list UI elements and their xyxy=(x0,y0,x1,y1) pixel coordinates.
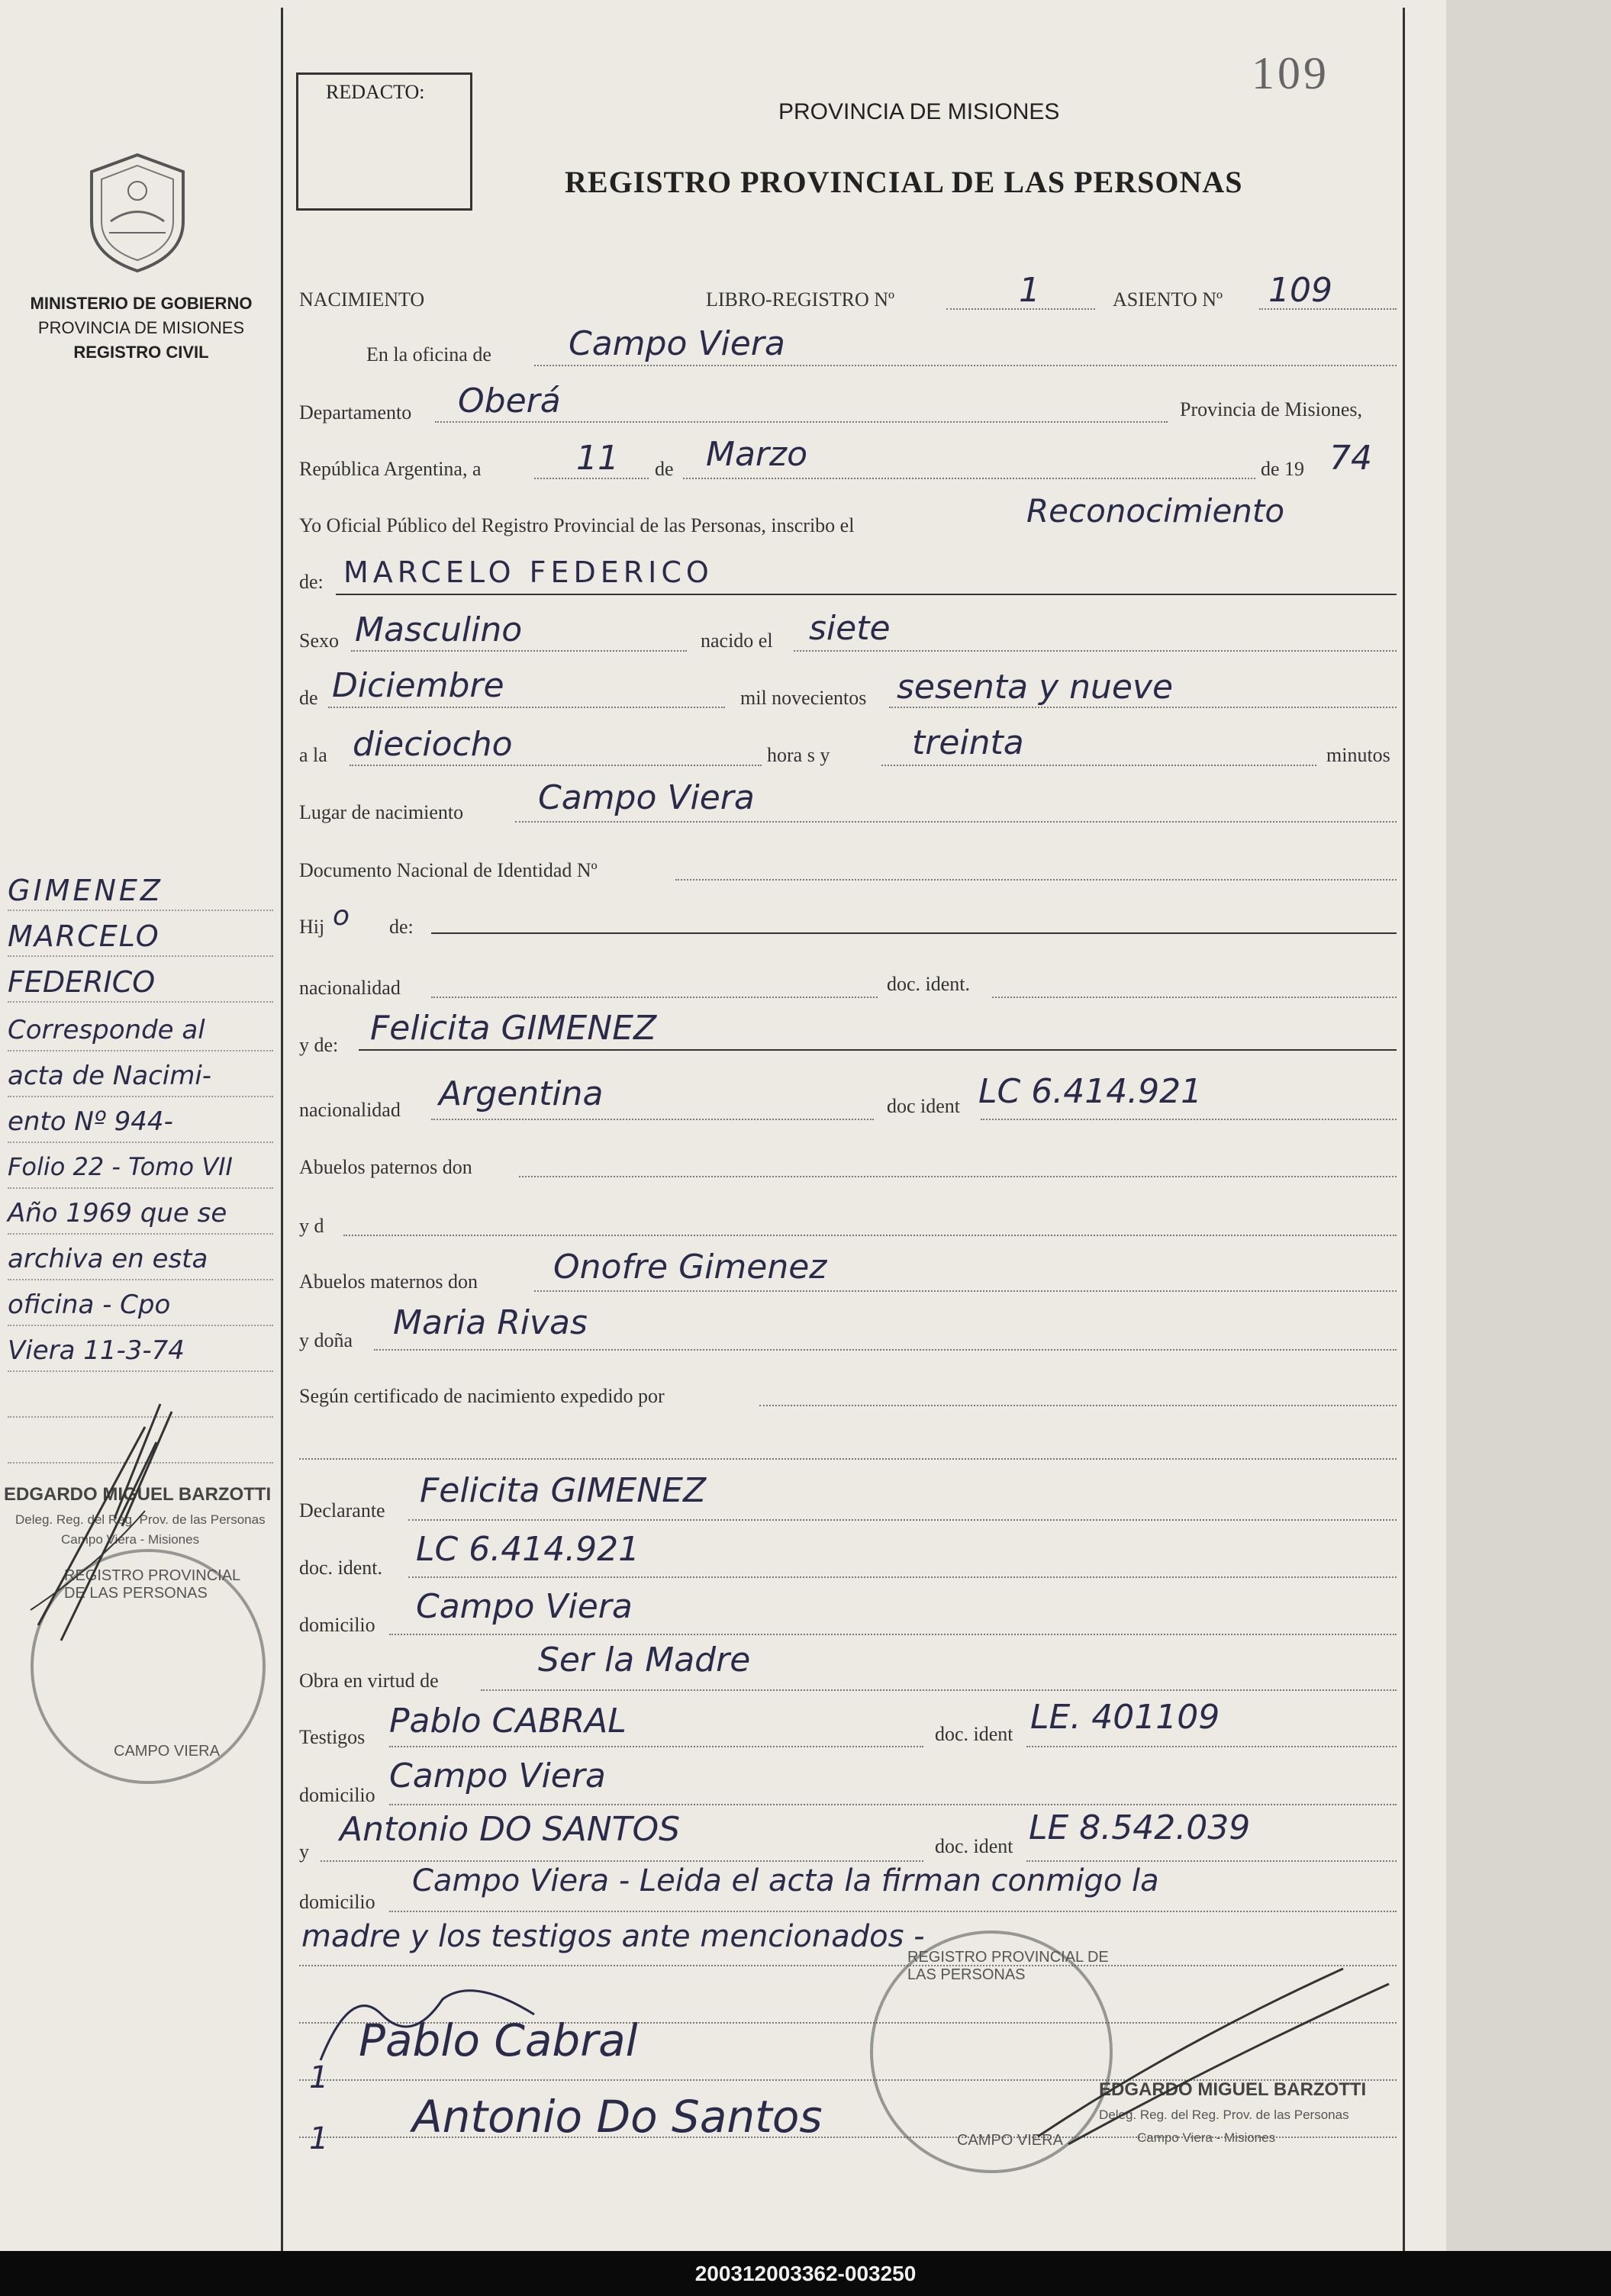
round-stamp-right-text: REGISTRO PROVINCIAL DE LAS PERSONAS xyxy=(907,1949,1109,1983)
margin-note-line: ento Nº 944- xyxy=(8,1106,173,1137)
value-hijo-o: o xyxy=(333,900,350,932)
label-hijo: Hij xyxy=(299,916,325,938)
round-stamp-left-lower: CAMPO VIERA xyxy=(114,1743,220,1760)
value-hora: dieciocho xyxy=(353,725,513,764)
margin-note-line: Viera 11-3-74 xyxy=(8,1335,185,1366)
value-dia: 11 xyxy=(576,439,619,478)
line-dni xyxy=(675,879,1397,881)
value-libro: 1 xyxy=(1019,271,1040,310)
official-title-stamp-right: Deleg. Reg. del Reg. Prov. de las Personas xyxy=(1099,2108,1349,2122)
label-dni: Documento Nacional de Identidad Nº xyxy=(299,859,598,881)
label-nacido: nacido el xyxy=(701,630,773,652)
line-minutos xyxy=(881,765,1316,766)
line-docident-2 xyxy=(981,1119,1397,1120)
margin-note-line: Corresponde al xyxy=(8,1015,205,1045)
margin-rule xyxy=(8,1325,273,1326)
issuer-province: PROVINCIA DE MISIONES xyxy=(37,318,245,337)
margin-rule xyxy=(8,1279,273,1280)
line-abuelos-maternos xyxy=(534,1290,1397,1292)
label-de-nombre: de: xyxy=(299,571,324,593)
value-abuelo-materno: Onofre Gimenez xyxy=(553,1248,827,1286)
official-signature-left xyxy=(8,1396,206,1648)
value-declarante-doc: LC 6.414.921 xyxy=(416,1530,640,1569)
label-nacionalidad-2: nacionalidad xyxy=(299,1099,401,1121)
label-de-nacido-mes: de xyxy=(299,687,318,709)
value-testigo-1: Pablo CABRAL xyxy=(389,1702,627,1741)
label-declarante: Declarante xyxy=(299,1499,385,1522)
line-testigo-1 xyxy=(389,1746,923,1747)
round-stamp-left-text: REGISTRO PROVINCIAL DE LAS PERSONAS xyxy=(64,1567,240,1602)
label-domicilio-3: domicilio xyxy=(299,1891,375,1913)
label-hijo-de: de: xyxy=(389,916,414,938)
line-nacionalidad-2 xyxy=(431,1119,874,1120)
line-docident-5 xyxy=(1026,1860,1397,1862)
label-asiento: ASIENTO Nº xyxy=(1113,288,1223,311)
frame-left-rule xyxy=(281,8,283,2251)
margin-note-line: Folio 22 - Tomo VII xyxy=(8,1152,233,1181)
value-nacido-dia: siete xyxy=(809,609,891,648)
label-abuelos-maternos: Abuelos maternos don xyxy=(299,1270,478,1293)
value-testigo-2: Antonio DO SANTOS xyxy=(340,1810,681,1849)
line-testigo-2 xyxy=(321,1860,923,1862)
line-domicilio-3 xyxy=(389,1911,1397,1912)
official-name-stamp-left: EDGARDO MIGUEL BARZOTTI xyxy=(4,1484,272,1505)
label-docident-1: doc. ident. xyxy=(887,973,971,995)
registry-title: REGISTRO PROVINCIAL DE LAS PERSONAS xyxy=(565,165,1243,199)
label-nacionalidad-1: nacionalidad xyxy=(299,977,401,999)
file-id-footer: 200312003362-003250 xyxy=(0,2251,1611,2296)
redacto-label: REDACTO: xyxy=(326,81,425,103)
redacto-box xyxy=(296,72,472,211)
label-ydona: y doña xyxy=(299,1329,353,1351)
label-sexo: Sexo xyxy=(299,630,339,652)
label-segun: Según certificado de nacimiento expedido por xyxy=(299,1385,665,1407)
frame-right-rule xyxy=(1403,8,1405,2251)
margin-rule xyxy=(8,1142,273,1143)
value-oficina: Campo Viera xyxy=(569,324,785,363)
label-de-mes: de xyxy=(655,458,674,480)
label-domicilio-2: domicilio xyxy=(299,1784,375,1806)
label-lugar: Lugar de nacimiento xyxy=(299,801,464,823)
line-abuelos-paternos xyxy=(519,1176,1397,1177)
label-oficial: Yo Oficial Público del Registro Provincial de las Personas, inscribo el xyxy=(299,514,855,536)
label-oficina: En la oficina de xyxy=(366,343,491,365)
value-declarante-domicilio: Campo Viera xyxy=(416,1587,633,1626)
signature-mark-2: 1 xyxy=(309,2121,329,2156)
value-madre-nacionalidad: Argentina xyxy=(439,1074,604,1113)
label-horas: hora s y xyxy=(767,744,830,766)
margin-rule xyxy=(8,1187,273,1189)
line-lugar xyxy=(515,821,1397,823)
signature-santos: Antonio Do Santos xyxy=(412,2091,823,2143)
label-docident-5: doc. ident xyxy=(935,1835,1013,1857)
signature-mark-1: 1 xyxy=(309,2060,329,2095)
line-docident-1 xyxy=(992,997,1397,998)
line-docident-3 xyxy=(408,1576,1397,1578)
official-place-stamp-left: Campo Viera - Misiones xyxy=(61,1532,200,1547)
official-name-stamp-right: EDGARDO MIGUEL BARZOTTI xyxy=(1099,2079,1367,2100)
value-departamento: Oberá xyxy=(458,382,561,420)
line-docident-4 xyxy=(1026,1746,1397,1747)
line-dia xyxy=(534,478,649,479)
line-nacido xyxy=(794,650,1397,652)
margin-note-line: Año 1969 que se xyxy=(8,1198,227,1229)
label-docident-3: doc. ident. xyxy=(299,1557,383,1579)
line-oficina xyxy=(534,365,1397,366)
margin-rule xyxy=(8,1370,273,1372)
margin-rule xyxy=(8,1233,273,1235)
line-domicilio-2 xyxy=(389,1804,1397,1805)
value-testigo-2-doc: LE 8.542.039 xyxy=(1029,1808,1251,1847)
margin-rule xyxy=(8,1050,273,1051)
value-minutos: treinta xyxy=(912,723,1024,762)
line-sexo xyxy=(351,650,687,652)
official-signature-right xyxy=(1023,1953,1404,2152)
line-domicilio-1 xyxy=(389,1634,1397,1635)
value-mes: Marzo xyxy=(706,435,808,474)
line-segun-2 xyxy=(299,1458,1397,1460)
line-nacionalidad-1 xyxy=(431,997,878,998)
margin-note-line: GIMENEZ xyxy=(8,874,163,907)
value-nacido-mes: Diciembre xyxy=(332,666,504,705)
value-asiento: 109 xyxy=(1268,271,1332,310)
value-declarante: Felicita GIMENEZ xyxy=(420,1471,707,1510)
value-lugar: Campo Viera xyxy=(538,778,755,817)
issuer-registry: REGISTRO CIVIL xyxy=(73,343,209,362)
value-obra: Ser la Madre xyxy=(538,1641,751,1679)
value-nombre: MARCELO FEDERICO xyxy=(343,555,714,589)
value-sexo: Masculino xyxy=(355,610,523,649)
label-de19: de 19 xyxy=(1261,458,1305,480)
value-madre-doc: LC 6.414.921 xyxy=(978,1072,1203,1111)
margin-rule xyxy=(8,910,273,911)
round-stamp-right-lower: CAMPO VIERA xyxy=(957,2132,1063,2149)
line-segun-1 xyxy=(759,1405,1397,1406)
book-spine xyxy=(1446,0,1611,2251)
label-minutos: minutos xyxy=(1326,744,1390,766)
rule-padre xyxy=(431,932,1397,934)
label-obra: Obra en virtud de xyxy=(299,1670,439,1692)
value-nacido-anio: sesenta y nueve xyxy=(897,668,1174,707)
issuer-block xyxy=(11,291,271,365)
value-testigo-1-doc: LE. 401109 xyxy=(1030,1698,1220,1737)
value-testigo-1-domicilio: Campo Viera xyxy=(389,1757,606,1795)
margin-note-line: acta de Nacimi- xyxy=(8,1061,212,1091)
province-heading: PROVINCIA DE MISIONES xyxy=(778,99,1060,124)
label-departamento: Departamento xyxy=(299,401,412,423)
margin-rule xyxy=(8,1001,273,1003)
label-libro: LIBRO-REGISTRO Nº xyxy=(706,288,895,311)
label-domicilio-1: domicilio xyxy=(299,1614,375,1636)
line-declarante xyxy=(408,1519,1397,1521)
margin-rule xyxy=(8,955,273,957)
provincial-seal-icon xyxy=(80,149,195,275)
margin-note-line: oficina - Cpo xyxy=(8,1290,171,1320)
label-ala: a la xyxy=(299,744,327,766)
margin-note-line: MARCELO xyxy=(8,919,160,953)
margin-note-line: archiva en esta xyxy=(8,1244,208,1274)
label-docident-4: doc. ident xyxy=(935,1723,1013,1745)
label-yd: y d xyxy=(299,1215,324,1237)
label-testigos: Testigos xyxy=(299,1726,366,1748)
label-yde: y de: xyxy=(299,1034,339,1056)
line-nacido-mes xyxy=(328,707,725,708)
rule-nombre xyxy=(336,594,1397,595)
official-place-stamp-right: Campo Viera - Misiones xyxy=(1137,2130,1276,2145)
value-madre: Felicita GIMENEZ xyxy=(370,1009,657,1048)
ministry-name: MINISTERIO DE GOBIERNO xyxy=(30,294,253,313)
value-closing: madre y los testigos ante mencionados - xyxy=(301,1919,925,1954)
line-hora xyxy=(350,765,762,766)
margin-note-line: FEDERICO xyxy=(8,965,156,999)
label-provincia: Provincia de Misiones, xyxy=(1180,398,1363,420)
line-nacido-anio xyxy=(889,707,1397,708)
value-abuela-materna: Maria Rivas xyxy=(393,1303,588,1342)
label-mil: mil novecientos xyxy=(740,687,867,709)
line-abuela-materna xyxy=(374,1349,1397,1351)
line-departamento xyxy=(435,421,1168,423)
label-abuelos-paternos: Abuelos paternos don xyxy=(299,1156,472,1178)
margin-rule xyxy=(8,1096,273,1097)
official-title-stamp-left: Deleg. Reg. del Reg. Prov. de las Personas xyxy=(15,1512,266,1527)
line-obra xyxy=(481,1689,1397,1691)
line-abuela-paterna xyxy=(343,1235,1397,1236)
mother-signature-scribble xyxy=(305,1969,572,2075)
value-acto: Reconocimiento xyxy=(1026,492,1285,530)
rule-madre xyxy=(359,1049,1397,1051)
label-docident-2: doc ident xyxy=(887,1095,961,1117)
line-mes xyxy=(683,478,1255,479)
label-y: y xyxy=(299,1840,309,1863)
page-number: 109 xyxy=(1252,48,1329,98)
value-anio: 74 xyxy=(1329,439,1372,478)
label-republica: República Argentina, a xyxy=(299,458,482,480)
signature-cabral: Pablo Cabral xyxy=(359,2014,638,2066)
label-nacimiento: NACIMIENTO xyxy=(299,288,425,311)
value-domicilio-3: Campo Viera - Leida el acta la firman conmigo la xyxy=(412,1863,1159,1898)
